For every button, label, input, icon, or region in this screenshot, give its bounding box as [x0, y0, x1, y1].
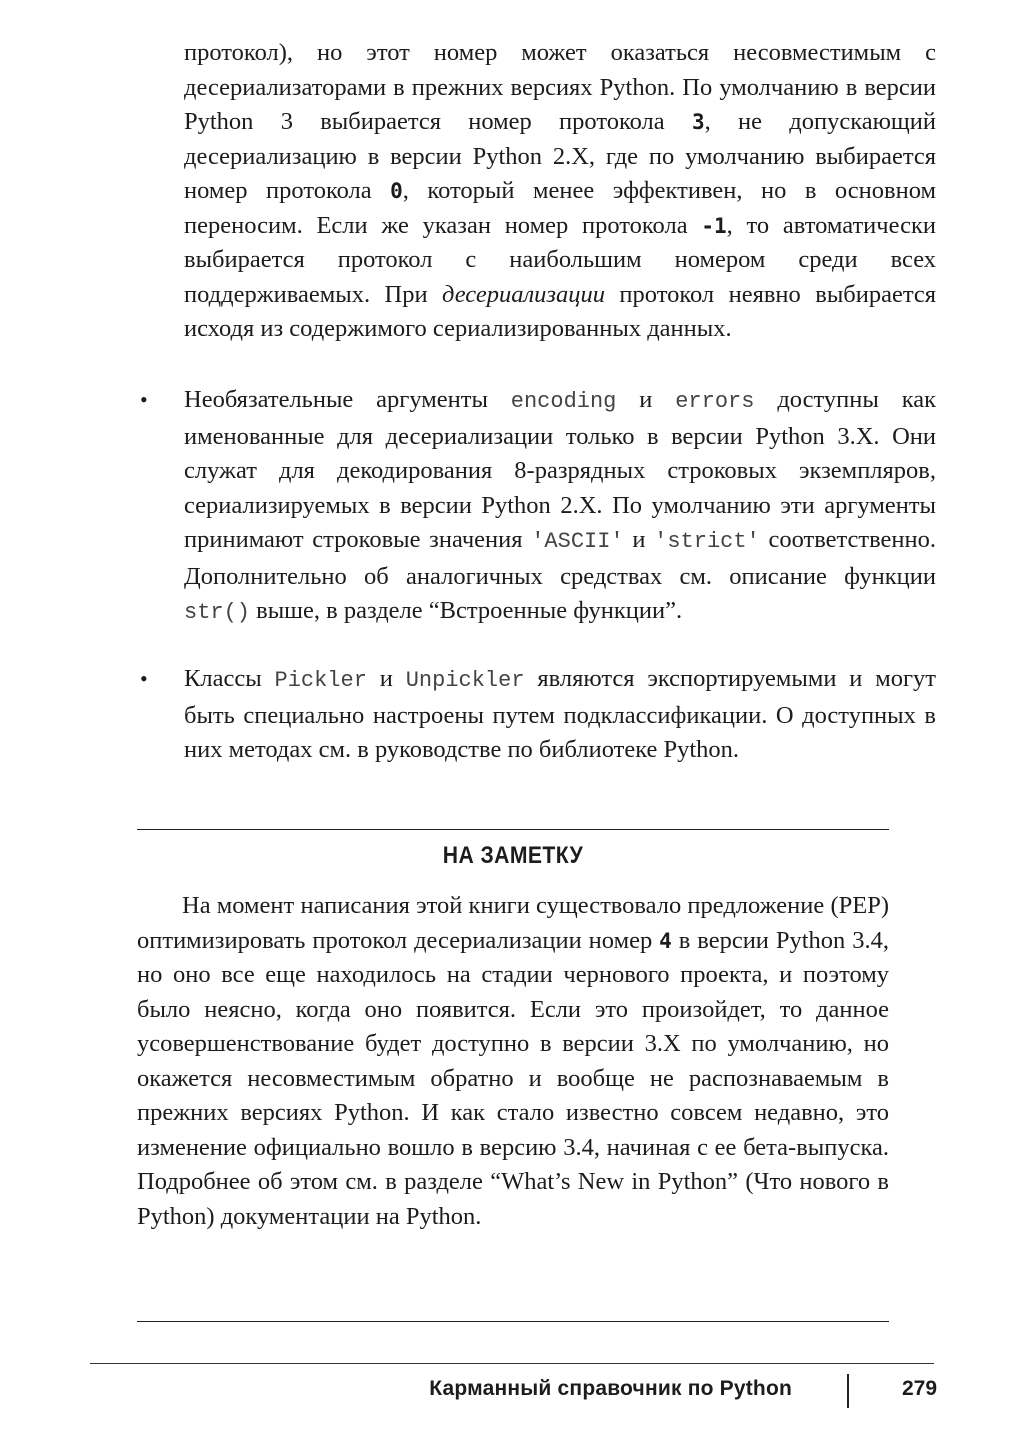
inline-code: 3	[691, 110, 705, 134]
inline-code: 'ASCII'	[531, 529, 624, 554]
inline-code: 'strict'	[654, 529, 760, 554]
footer-separator	[847, 1374, 849, 1408]
continuation-paragraph: протокол), но этот номер может оказаться несовместимым с десериализаторами в прежних версиях Python. По умолчанию в версии Python 3 выбирается номер протокола 3, не допускающий десериализацию в версии Python 2.X, где по умолчанию выбирается номер протокола 0, который менее эффективен, но в основном переносим. Если же указан номер протокола -1, то автоматически выбирается протокол с наибольшим номером среди всех поддерживаемых. При десериализации протокол неявно выбирается исходя из содержимого сериализированных данных.	[184, 39, 936, 342]
inline-code: -1	[701, 213, 727, 238]
running-footer-title: Карманный справочник по Python	[429, 1377, 792, 1400]
inline-code: Pickler	[274, 668, 367, 693]
note-title: НА ЗАМЕТКУ	[442, 842, 584, 869]
note-body: На момент написания этой книги существовало предложение (PEP) оптимизировать протокол десериализации номер 4 в версии Python 3.4, но оно все еще находилось на стадии чернового проекта, и поэтому было неясно, когда оно появится. Если это произойдет, то данное усовершенствование будет доступно в версии 3.X по умолчанию, но окажется несовместимым обратно и вообще не распознаваемым в прежних версиях Python. И как стало известно совсем недавно, это изменение официально вошло в версию 3.4, начиная с ее бета-выпуска. Подробнее об этом см. в разделе “What’s New in Python” (Что нового в Python) документации на Python.	[137, 892, 889, 1230]
inline-code: Unpickler	[405, 668, 525, 693]
bullet-item: • Классы Pickler и Unpickler являются экспортируемыми и могут быть специально настроены путем подклассификации. О доступных в них методах см. в руководстве по библиотеке Python.	[184, 662, 936, 768]
note-bottom-rule	[137, 1321, 889, 1322]
inline-code: encoding	[510, 389, 617, 414]
bullet-icon: •	[140, 387, 148, 412]
inline-code: 4	[659, 928, 672, 953]
footer-rule	[90, 1363, 934, 1364]
inline-code: 0	[390, 179, 403, 203]
inline-code: errors	[675, 389, 755, 414]
page-number: 279	[902, 1377, 938, 1400]
bullet-icon: •	[140, 666, 148, 691]
note-top-rule	[137, 829, 889, 830]
bullet-item: • Необязательные аргументы encoding и errors доступны как именованные для десериализации только в версии Python 3.X. Они служат для декодирования 8-разрядных строковых экземпляров, сериализируемых в версии Python 2.X. По умолчанию эти аргументы принимают строковые значения 'ASCII' и 'strict' соответственно. Дополнительно об аналогичных средствах см. описание функции str() выше, в разделе “Встроенные функции”.	[184, 383, 936, 631]
inline-code: str()	[184, 600, 251, 625]
italic-term: десериализации	[442, 280, 605, 308]
